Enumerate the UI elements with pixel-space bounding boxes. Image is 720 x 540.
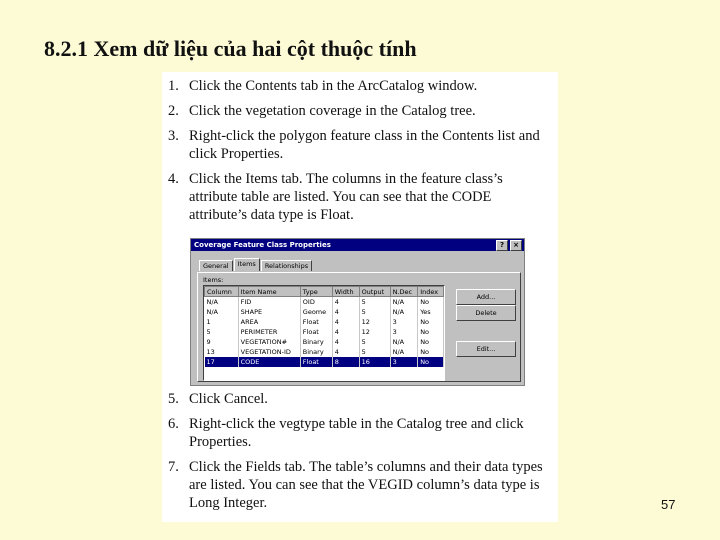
table-cell: No [418,327,444,337]
table-row-selected[interactable] [205,357,444,367]
step-number: 2. [168,103,179,119]
table-cell: N/A [205,297,239,308]
column-header[interactable]: Item Name [238,287,300,297]
table-cell: CODE [238,357,300,367]
close-button[interactable]: × [510,240,522,251]
table-row[interactable] [205,297,444,308]
step-text: Right-click the vegtype table in the Catalog tree and click Properties. [189,416,524,450]
table-cell: N/A [390,337,418,347]
step-item [168,390,543,408]
table-cell: 13 [205,347,239,357]
table-cell: 4 [332,327,359,337]
table-cell: 5 [359,297,390,308]
table-cell: 4 [332,307,359,317]
table-cell: 4 [332,347,359,357]
items-label: Items: [203,276,224,284]
table-cell: 16 [359,357,390,367]
table-cell: N/A [390,297,418,308]
help-button[interactable]: ? [496,240,508,251]
items-grid[interactable] [203,285,445,381]
table-row[interactable] [205,327,444,337]
table-cell: 1 [205,317,239,327]
table-cell: 4 [332,337,359,347]
table-cell: N/A [390,347,418,357]
step-item [168,170,548,224]
table-cell: Binary [300,347,332,357]
table-cell: No [418,317,444,327]
table-cell: 9 [205,337,239,347]
delete-button[interactable]: Delete [456,305,516,321]
items-tab-panel [197,272,521,382]
column-header[interactable]: Column [205,287,239,297]
tab-relationships[interactable]: Relationships [261,260,312,271]
step-number: 5. [168,391,179,407]
table-cell: Float [300,327,332,337]
scanned-instructions-image [162,72,558,522]
table-cell: 17 [205,357,239,367]
table-cell: 8 [332,357,359,367]
table-cell: PERIMETER [238,327,300,337]
step-item [168,458,543,512]
table-cell: 12 [359,317,390,327]
column-header[interactable]: Output [359,287,390,297]
table-cell: 12 [359,327,390,337]
step-number: 6. [168,416,179,432]
page-number: 57 [661,497,676,512]
step-text: Click Cancel. [189,391,268,407]
table-cell: VEGETATION-ID [238,347,300,357]
table-cell: AREA [238,317,300,327]
dialog-tabs [199,260,313,271]
column-header[interactable]: Type [300,287,332,297]
table-cell: OID [300,297,332,308]
table-row[interactable] [205,317,444,327]
step-number: 1. [168,78,179,94]
steps-list-top [168,77,548,231]
table-row[interactable] [205,347,444,357]
table-cell: No [418,347,444,357]
table-cell: 5 [359,337,390,347]
table-cell: 4 [332,317,359,327]
items-table [204,286,444,367]
table-header-row [205,287,444,297]
coverage-properties-dialog [190,238,525,386]
steps-list-bottom [168,390,543,519]
dialog-title: Coverage Feature Class Properties [194,241,331,249]
table-cell: FID [238,297,300,308]
table-cell: 3 [390,317,418,327]
table-cell: Geome [300,307,332,317]
add-button[interactable]: Add... [456,289,516,305]
table-cell: 5 [359,307,390,317]
table-cell: No [418,337,444,347]
table-cell: N/A [390,307,418,317]
step-number: 3. [168,128,179,144]
table-cell: No [418,297,444,308]
step-number: 7. [168,459,179,475]
step-item [168,102,548,120]
slide-title: 8.2.1 Xem dữ liệu của hai cột thuộc tính [44,36,417,61]
tab-items[interactable]: Items [234,258,260,271]
dialog-titlebar [191,239,524,251]
step-text: Click the Contents tab in the ArcCatalog window. [189,78,478,94]
step-item [168,415,543,451]
step-text: Click the Fields tab. The table’s columns and their data types are listed. You can see that the VEGID column’s data type is Long Integer. [189,459,543,511]
table-cell: 4 [332,297,359,308]
table-cell: Float [300,357,332,367]
edit-button[interactable]: Edit... [456,341,516,357]
table-cell: No [418,357,444,367]
table-cell: Float [300,317,332,327]
column-header[interactable]: Index [418,287,444,297]
step-number: 4. [168,171,179,187]
table-row[interactable] [205,307,444,317]
table-cell: 5 [359,347,390,357]
step-item [168,127,548,163]
column-header[interactable]: Width [332,287,359,297]
table-cell: SHAPE [238,307,300,317]
table-cell: 3 [390,327,418,337]
column-header[interactable]: N.Dec [390,287,418,297]
step-text: Right-click the polygon feature class in the Contents list and click Properties. [189,128,540,162]
table-row[interactable] [205,337,444,347]
table-cell: Binary [300,337,332,347]
table-cell: N/A [205,307,239,317]
step-text: Click the vegetation coverage in the Catalog tree. [189,103,476,119]
table-cell: 5 [205,327,239,337]
step-item [168,77,548,95]
table-cell: VEGETATION# [238,337,300,347]
table-cell: 3 [390,357,418,367]
step-text: Click the Items tab. The columns in the feature class’s attribute table are listed. You can see that the CODE attribute’s data type is Float. [189,171,503,223]
tab-general[interactable]: General [199,260,233,271]
table-cell: Yes [418,307,444,317]
